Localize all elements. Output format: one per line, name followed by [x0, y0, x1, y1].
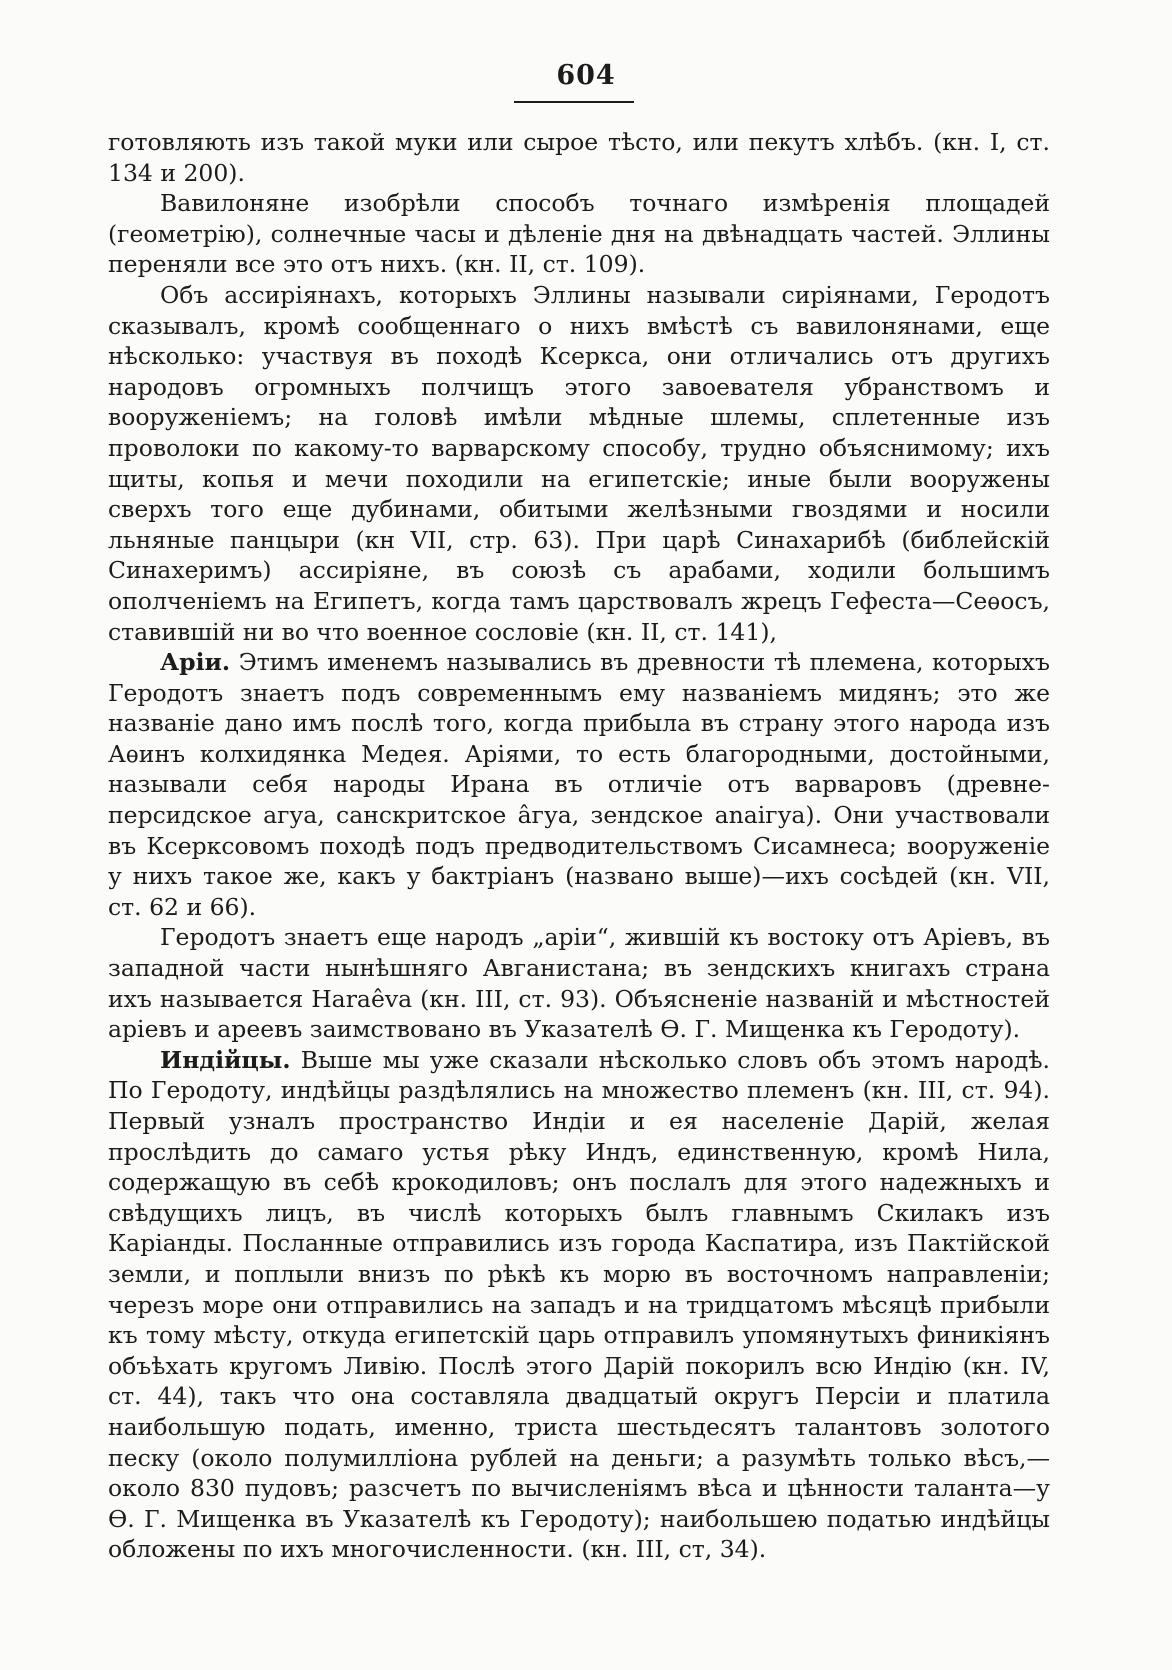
paragraph-text: готовляють изъ такой муки или сырое тѣсто, или пекутъ хлѣбъ. (кн. I, ст. 134 и 200).: [108, 128, 1050, 187]
page-number-rule: [514, 101, 634, 103]
paragraph-text: Выше мы уже сказали нѣсколько словъ объ этомъ народѣ. По Геродоту, индѣйцы раздѣлялись на множество племенъ (кн. III, ст. 94). Первый узналъ пространство Индіи и ея населеніе Дарій, желая прослѣдить до самаго устья рѣку Индъ, единственную, кромѣ Нила, содержащую въ себѣ крокодиловъ; онъ послалъ для этого надежныхъ и свѣдущихъ лицъ, въ числѣ которыхъ былъ главнымъ Скилакъ изъ Каріанды. Посланные отправились изъ города Каспатира, изъ Пактійской земли, и поплыли внизъ по рѣкѣ къ морю въ восточномъ направленіи; черезъ море они отправились на западъ и на тридцатомъ мѣсяцѣ прибыли къ тому мѣсту, откуда египетскій царь отправилъ упомянутыхъ финикіянъ объѣхать кругомъ Ливію. Послѣ этого Дарій покорилъ всю Индію (кн. IV, ст. 44), такъ что она составляла двадцатый округъ Персіи и платила наибольшую подать, именно, триста шестьдесятъ талантовъ золотого песку (около полумилліона рублей на деньги; а разумѣть только вѣсъ,—около 830 пудовъ; разсчетъ по вычисленіямъ вѣса и цѣнности таланта—у Ѳ. Г. Мищенка въ Указателѣ къ Геродоту); наибольшею податью индѣйцы обложены по ихъ многочисленности. (кн. III, ст, 34).: [108, 1045, 1050, 1564]
paragraph-heading: Индійцы.: [160, 1045, 291, 1074]
page-number: 604: [556, 60, 616, 91]
paragraph-arii: [108, 647, 1050, 922]
body-text: [108, 127, 1050, 1565]
paragraph-indians: [108, 1045, 1050, 1565]
paragraph-heading: Аріи.: [160, 648, 231, 677]
paragraph-arii-people: [108, 922, 1050, 1044]
paragraph-text: Геродотъ знаетъ еще народъ „аріи“, жившій къ востоку отъ Аріевъ, въ западной части нынѣшняго Авганистана; въ зендскихъ книгахъ страна ихъ называется Haraêva (кн. III, ст. 93). Объясненіе названій и мѣстностей аріевъ и ареевъ заимствовано въ Указателѣ Ѳ. Г. Мищенка къ Геродоту).: [108, 923, 1050, 1044]
paragraph-text: Этимъ именемъ назывались въ древности тѣ племена, которыхъ Геродотъ знаетъ подъ современнымъ ему названіемъ мидянъ; это же названіе дано имъ послѣ того, когда прибыла въ страну этого народа изъ Аѳинъ колхидянка Медея. Аріями, то есть благородными, достойными, называли себя народы Ирана въ отличіе отъ варваровъ (древне-персидское агуа, санскритское âгуа, зендское anaiгуа). Они участвовали въ Ксерксовомъ походѣ подъ предводительствомъ Сисамнеса; вооруженіе у нихъ такое же, какъ у бактріанъ (названо выше)—ихъ сосѣдей (кн. VII, ст. 62 и 66).: [108, 648, 1050, 921]
paragraph-continuation: [108, 127, 1050, 188]
paragraph-assyrians: [108, 280, 1050, 647]
paragraph-babylonians: [108, 188, 1050, 280]
paragraph-text: Объ ассиріянахъ, которыхъ Эллины называли сиріянами, Геродотъ сказывалъ, кромѣ сообщеннаго о нихъ вмѣстѣ съ вавилонянами, еще нѣсколько: участвуя въ походѣ Ксеркса, они отличались отъ другихъ народовъ огромныхъ полчищъ этого завоевателя убранствомъ и вооруженіемъ; на головѣ имѣли мѣдные шлемы, сплетенные изъ проволоки по какому-то варварскому способу, трудно объяснимому; ихъ щиты, копья и мечи походили на египетскіе; иные были вооружены сверхъ того еще дубинами, обитыми желѣзными гвоздями и носили льняные панцыри (кн VII, стр. 63). При царѣ Синахарибѣ (библейскій Синахеримъ) ассиріяне, въ союзѣ съ арабами, ходили большимъ ополченіемъ на Египетъ, когда тамъ царствовалъ жрецъ Гефеста—Сеѳосъ, ставившій ни во что военное сословіе (кн. II, ст. 141),: [108, 280, 1050, 646]
paragraph-text: Вавилоняне изобрѣли способъ точнаго измѣренія площадей (геометрію), солнечные часы и дѣленіе дня на двѣнадцать частей. Эллины переняли все это отъ нихъ. (кн. II, ст. 109).: [108, 189, 1050, 279]
